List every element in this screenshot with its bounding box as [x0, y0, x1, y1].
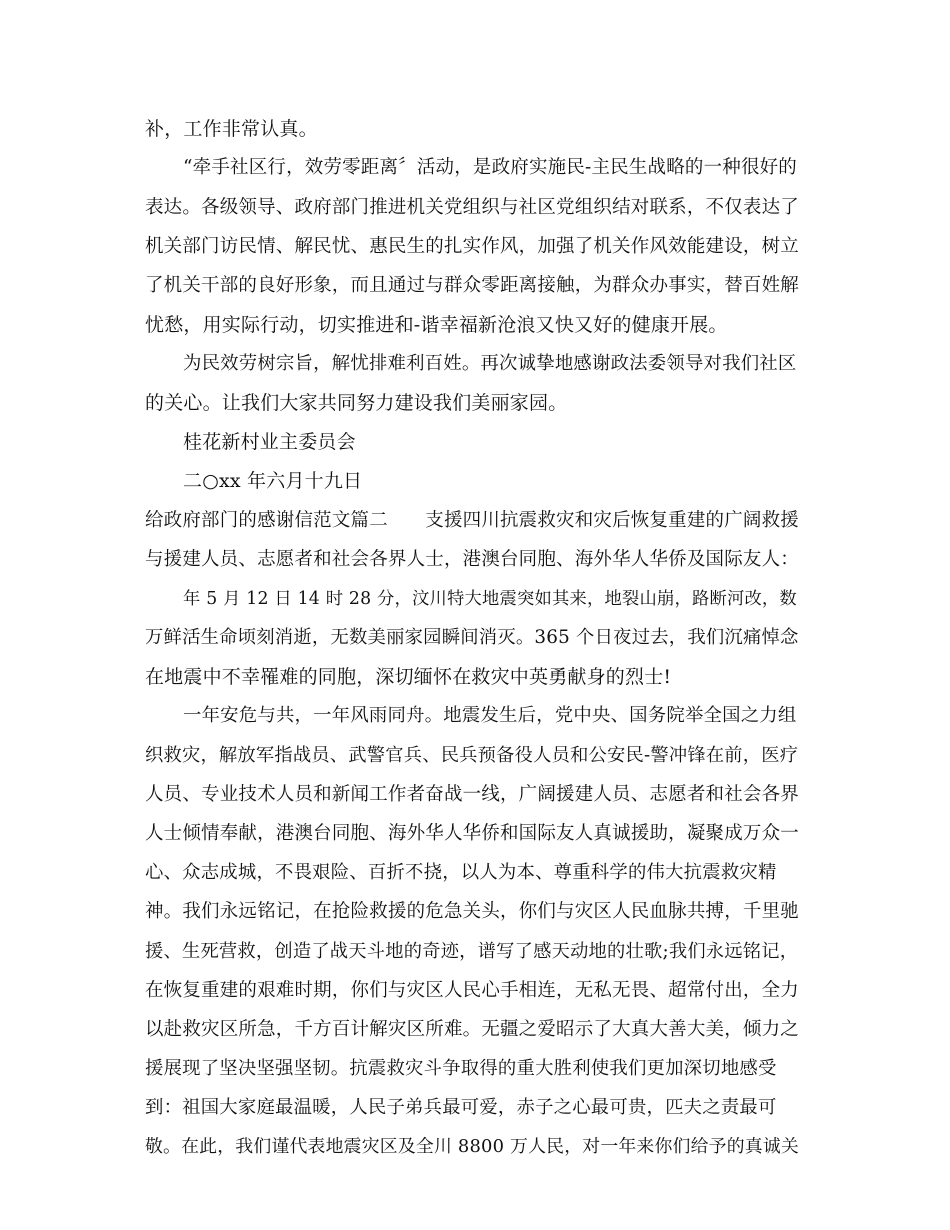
section-heading-line: 给政府部门的感谢信范文篇二 支援四川抗震救灾和灾后恢复重建的广阔救援	[145, 510, 799, 531]
text-line: 心、众志成城，不畏艰险、百折不挠，以人为本、尊重科学的伟大抗震救灾精	[145, 862, 777, 883]
text-line: “牵手社区行，效劳零距离〞活动，是政府实施民-主民生战略的一种很好的	[183, 157, 797, 178]
text-line: 人员、专业技术人员和新闻工作者奋战一线，广阔援建人员、志愿者和社会各界	[145, 784, 799, 805]
text-line: 表达。各级领导、政府部门推进机关党组织与社区党组织结对联系，不仅表达了	[145, 197, 799, 218]
text-line: 以赴救灾区所急，千方百计解灾区所难。无疆之爱昭示了大真大善大美，倾力之	[145, 1019, 799, 1040]
text-line: 神。我们永远铭记，在抢险救援的危急关头，你们与灾区人民血脉共搏，千里驰	[145, 901, 799, 922]
text-line: 援、生死营救，创造了战天斗地的奇迹，谱写了感天动地的壮歌;我们永远铭记，	[145, 941, 799, 962]
text-line: 的关心。让我们大家共同努力建设我们美丽家园。	[145, 392, 568, 414]
text-line: 万鲜活生命顷刻消逝，无数美丽家园瞬间消灭。365 个日夜过去，我们沉痛悼念	[145, 627, 799, 648]
text-line: 年 5 月 12 日 14 时 28 分，汶川特大地震突如其来，地裂山崩，路断河改，数	[183, 589, 797, 609]
text-line: 在恢复重建的艰难时期，你们与灾区人民心手相连，无私无畏、超常付出，全力	[145, 980, 799, 1001]
text-line: 敬。在此，我们谨代表地震灾区及全川 8800 万人民，对一年来你们给予的真诚关	[145, 1136, 799, 1157]
text-line: 忧愁，用实际行动，切实推进和-谐幸福新沧浪又快又好的健康开展。	[145, 314, 728, 336]
text-line: 援展现了坚决坚强坚韧。抗震救灾斗争取得的重大胜利使我们更加深切地感受	[145, 1058, 777, 1079]
text-line: 补，工作非常认真。	[145, 118, 318, 140]
signature-date: 二○xx 年六月十九日	[183, 470, 363, 492]
text-line: 了机关干部的良好形象，而且通过与群众零距离接触，为群众办事实，替百姓解	[145, 275, 799, 296]
text-line: 一年安危与共，一年风雨同舟。地震发生后，党中央、国务院举全国之力组	[183, 705, 797, 726]
text-line: 到：祖国大家庭最温暖，人民子弟兵最可爱，赤子之心最可贵，匹夫之责最可	[145, 1097, 777, 1118]
text-line: 人士倾情奉献，港澳台同胞、海外华人华侨和国际友人真诚援助，凝聚成万众一	[145, 823, 799, 844]
text-line: 在地震中不幸罹难的同胞，深切缅怀在救灾中英勇献身的烈士!	[145, 666, 672, 688]
text-line: 与援建人员、志愿者和社会各界人士，港澳台同胞、海外华人华侨及国际友人：	[145, 549, 799, 570]
text-line: 织救灾，解放军指战员、武警官兵、民兵预备役人员和公安民-警冲锋在前，医疗	[145, 745, 799, 766]
text-line: 机关部门访民情、解民忧、惠民生的扎实作风，加强了机关作风效能建设，树立	[145, 236, 799, 257]
text-line: 为民效劳树宗旨，解忧排难利百姓。再次诚挚地感谢政法委领导对我们社区	[183, 353, 797, 374]
signature-organization: 桂花新村业主委员会	[183, 431, 356, 453]
